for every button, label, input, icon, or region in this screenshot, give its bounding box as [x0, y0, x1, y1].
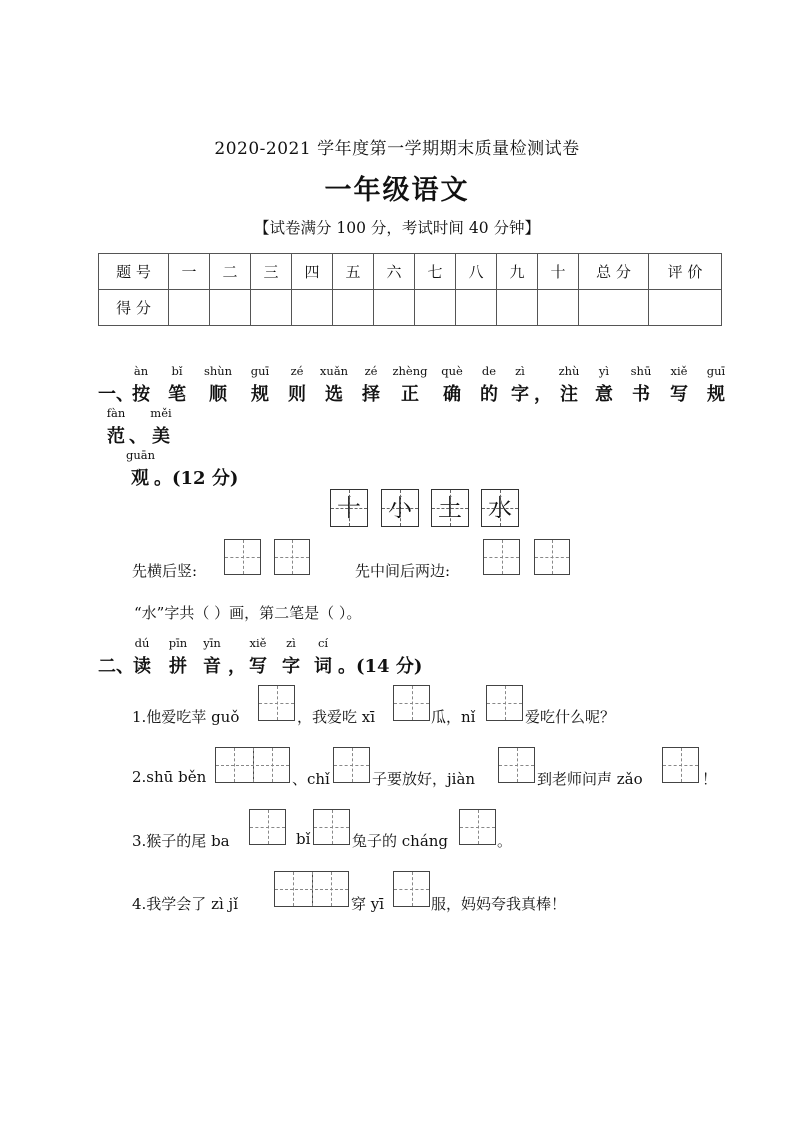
- score-input-cell[interactable]: [456, 290, 497, 326]
- pinyin: bǐ: [171, 364, 183, 378]
- pinyin: guī: [706, 364, 726, 378]
- heading-char: 选: [325, 384, 343, 405]
- q2-line4-text: 4.我学会了 zì jǐ: [132, 895, 238, 913]
- q2-line1-text: 瓜，nǐ: [431, 708, 476, 726]
- q2-line3-text: bǐ: [296, 830, 311, 848]
- heading-char: 笔: [168, 384, 186, 405]
- pinyin: guī: [250, 364, 270, 378]
- heng-shu-label: 先横后竖:: [132, 562, 198, 580]
- heading-char: 规: [707, 384, 725, 405]
- sample-char: 水: [481, 489, 519, 527]
- heading-char: 观: [131, 468, 149, 489]
- heading-char: 范: [107, 426, 125, 447]
- score-input-cell[interactable]: [415, 290, 456, 326]
- heading-char: 的: [480, 384, 498, 405]
- exam-title: 2020-2021 学年度第一学期期末质量检测试卷: [214, 139, 580, 159]
- q2-line4-text: 穿 yī: [351, 895, 385, 913]
- pinyin: àn: [133, 364, 149, 378]
- table-cell: 一: [169, 254, 210, 290]
- pinyin: zhù: [558, 364, 580, 378]
- q2-line1-text: 1.他爱吃苹 guǒ: [132, 708, 240, 726]
- score-input-cell[interactable]: [210, 290, 251, 326]
- score-table: [98, 253, 722, 326]
- heading-char: 顺: [209, 384, 227, 405]
- table-cell: 得 分: [99, 290, 169, 326]
- writing-box[interactable]: [249, 809, 286, 845]
- heading-punct: ，: [228, 656, 246, 677]
- q2-line2-text: 子要放好，jiàn: [372, 770, 476, 788]
- q2-number: 二、: [98, 656, 134, 677]
- heading-char: 字: [282, 656, 300, 677]
- table-cell: 九: [497, 254, 538, 290]
- q2-line1-text: 爱吃什么呢？: [525, 708, 616, 726]
- score-input-cell[interactable]: [169, 290, 210, 326]
- heading-char: 词: [314, 656, 332, 677]
- q1-heading-line2: [103, 405, 175, 448]
- score-input-cell[interactable]: [538, 290, 579, 326]
- score-input-cell[interactable]: [579, 290, 649, 326]
- pinyin: zì: [515, 364, 525, 378]
- pinyin: yīn: [203, 636, 221, 650]
- heading-char: 拼: [169, 656, 187, 677]
- heading-punct: ，: [534, 384, 552, 405]
- score-input-cell[interactable]: [374, 290, 415, 326]
- heading-char: 书: [632, 384, 650, 405]
- sample-char: 土: [431, 489, 469, 527]
- writing-box[interactable]: [662, 747, 699, 783]
- writing-box[interactable]: [313, 809, 350, 845]
- table-cell: 三: [251, 254, 292, 290]
- q2-line2-text: 、chǐ: [292, 770, 330, 788]
- writing-box[interactable]: [258, 685, 295, 721]
- pinyin: zhèng: [392, 364, 428, 378]
- heading-char: 读: [133, 656, 151, 677]
- pinyin: xuǎn: [319, 364, 349, 378]
- pinyin: dú: [134, 636, 150, 650]
- pinyin: fàn: [106, 406, 126, 420]
- table-cell: 二: [210, 254, 251, 290]
- table-cell: 七: [415, 254, 456, 290]
- table-cell: 十: [538, 254, 579, 290]
- q2-line2-text: 2.shū běn: [132, 768, 207, 786]
- middle-first-label: 先中间后两边:: [355, 562, 451, 580]
- pinyin: què: [441, 364, 463, 378]
- heading-char: 则: [288, 384, 306, 405]
- stroke-question: “水”字共（ ）画，第二笔是（ ）。: [134, 604, 362, 622]
- q2-line4-text: 服，妈妈夸我真棒！: [431, 895, 567, 913]
- table-cell: 四: [292, 254, 333, 290]
- sample-char: 十: [330, 489, 368, 527]
- q2-line2-text: 到老师问声 zǎo: [537, 770, 643, 788]
- q1-heading: [98, 363, 734, 406]
- writing-box[interactable]: [393, 871, 430, 907]
- writing-box[interactable]: [333, 747, 370, 783]
- score-table-header-row: [99, 254, 722, 290]
- heading-char: 字: [511, 384, 529, 405]
- heading-char: 美: [152, 426, 170, 447]
- pinyin: guān: [126, 448, 156, 462]
- pinyin: yì: [598, 364, 610, 378]
- heading-char: 意: [595, 384, 613, 405]
- q2-line3-text: 。: [497, 832, 513, 850]
- writing-box[interactable]: [486, 685, 523, 721]
- pinyin: zé: [290, 364, 304, 378]
- heading-char: 确: [443, 384, 461, 405]
- score-input-cell[interactable]: [497, 290, 538, 326]
- table-cell: 评 价: [649, 254, 722, 290]
- pinyin: shùn: [203, 364, 233, 378]
- writing-box[interactable]: [498, 747, 535, 783]
- q2-points: 。(14 分): [338, 656, 423, 677]
- heading-char: 音: [203, 656, 221, 677]
- exam-info: 【试卷满分 100 分，考试时间 40 分钟】: [253, 219, 541, 237]
- score-table-score-row: [99, 290, 722, 326]
- q2-line1-text: ，我爱吃 xī: [297, 708, 376, 726]
- table-cell: 总 分: [579, 254, 649, 290]
- heading-char: 规: [251, 384, 269, 405]
- heading-char: 注: [560, 384, 578, 405]
- score-input-cell[interactable]: [251, 290, 292, 326]
- score-input-cell[interactable]: [649, 290, 722, 326]
- heading-char: 正: [401, 384, 419, 405]
- writing-box-double[interactable]: [274, 871, 349, 907]
- writing-box-double[interactable]: [215, 747, 290, 783]
- subject-title: 一年级语文: [324, 175, 470, 206]
- pinyin: xiě: [670, 364, 688, 378]
- writing-box[interactable]: [393, 685, 430, 721]
- table-cell: 六: [374, 254, 415, 290]
- pinyin: měi: [150, 406, 172, 420]
- q2-line3-text: 兔子的 cháng: [352, 832, 449, 850]
- heading-char: 写: [670, 384, 688, 405]
- heading-char: 择: [362, 384, 380, 405]
- writing-box[interactable]: [459, 809, 496, 845]
- q1-heading-line3: [126, 447, 264, 490]
- table-cell: 八: [456, 254, 497, 290]
- pinyin: pīn: [168, 636, 188, 650]
- pinyin: zì: [286, 636, 296, 650]
- score-input-cell[interactable]: [292, 290, 333, 326]
- pinyin: de: [481, 364, 497, 378]
- sample-char: 小: [381, 489, 419, 527]
- pinyin: cí: [317, 636, 329, 650]
- table-cell: 五: [333, 254, 374, 290]
- q2-heading: [98, 635, 438, 678]
- heading-char: 按: [132, 384, 150, 405]
- writing-box[interactable]: [483, 539, 520, 575]
- writing-box[interactable]: [534, 539, 570, 575]
- pinyin: shū: [630, 364, 652, 378]
- q1-points: 。(12 分): [154, 468, 239, 489]
- pinyin: zé: [364, 364, 378, 378]
- q2-line2-text: ！: [702, 770, 718, 788]
- q1-number: 一、: [98, 384, 134, 405]
- q2-line3-text: 3.猴子的尾 ba: [132, 832, 230, 850]
- pinyin: xiě: [249, 636, 267, 650]
- table-cell: 题 号: [99, 254, 169, 290]
- writing-box[interactable]: [274, 539, 310, 575]
- writing-box[interactable]: [224, 539, 261, 575]
- score-input-cell[interactable]: [333, 290, 374, 326]
- heading-punct: 、: [129, 426, 147, 447]
- heading-char: 写: [249, 656, 267, 677]
